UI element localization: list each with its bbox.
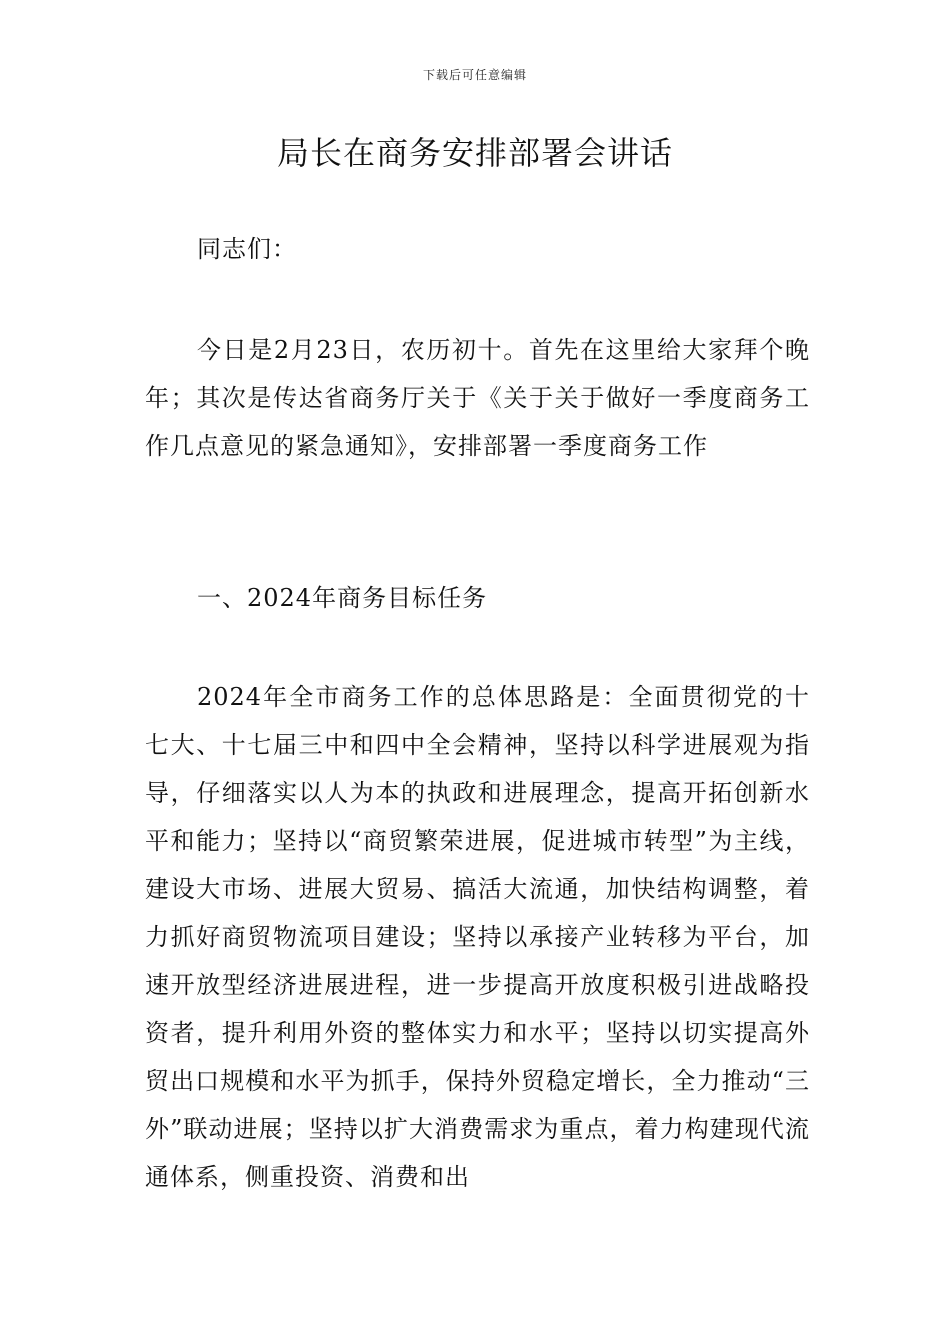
document-title: 局长在商务安排部署会讲话	[276, 134, 673, 172]
paragraph-1: 今日是2月23日，农历初十。首先在这里给大家拜个晚年；其次是传达省商务厅关于《关于关于做好一季度商务工作几点意见的紧急通知》，安排部署一季度商务工作	[145, 336, 810, 460]
paragraph-2: 2024年全市商务工作的总体思路是：全面贯彻党的十七大、十七届三中和四中全会精神，坚持以科学进展观为指导，仔细落实以人为本的执政和进展理念，提高开拓创新水平和能力；坚持以“商贸繁荣进展，促进城市转型”为主线，建设大市场、进展大贸易、搞活大流通，加快结构调整，着力抓好商贸物流项目建设；坚持以承接产业转移为平台，加速开放型经济进展进程，进一步提高开放度积极引进战略投资者，提升利用外资的整体实力和水平；坚持以切实提高外贸出口规模和水平为抓手，保持外贸稳定增长，全力推动“三外”联动进展；坚持以扩大消费需求为重点，着力构建现代流通体系，侧重投资、消费和出	[145, 683, 810, 1191]
header-note: 下载后可任意编辑	[422, 68, 527, 82]
greeting: 同志们：	[197, 235, 297, 263]
section-heading: 一、2024年商务目标任务	[197, 584, 488, 612]
